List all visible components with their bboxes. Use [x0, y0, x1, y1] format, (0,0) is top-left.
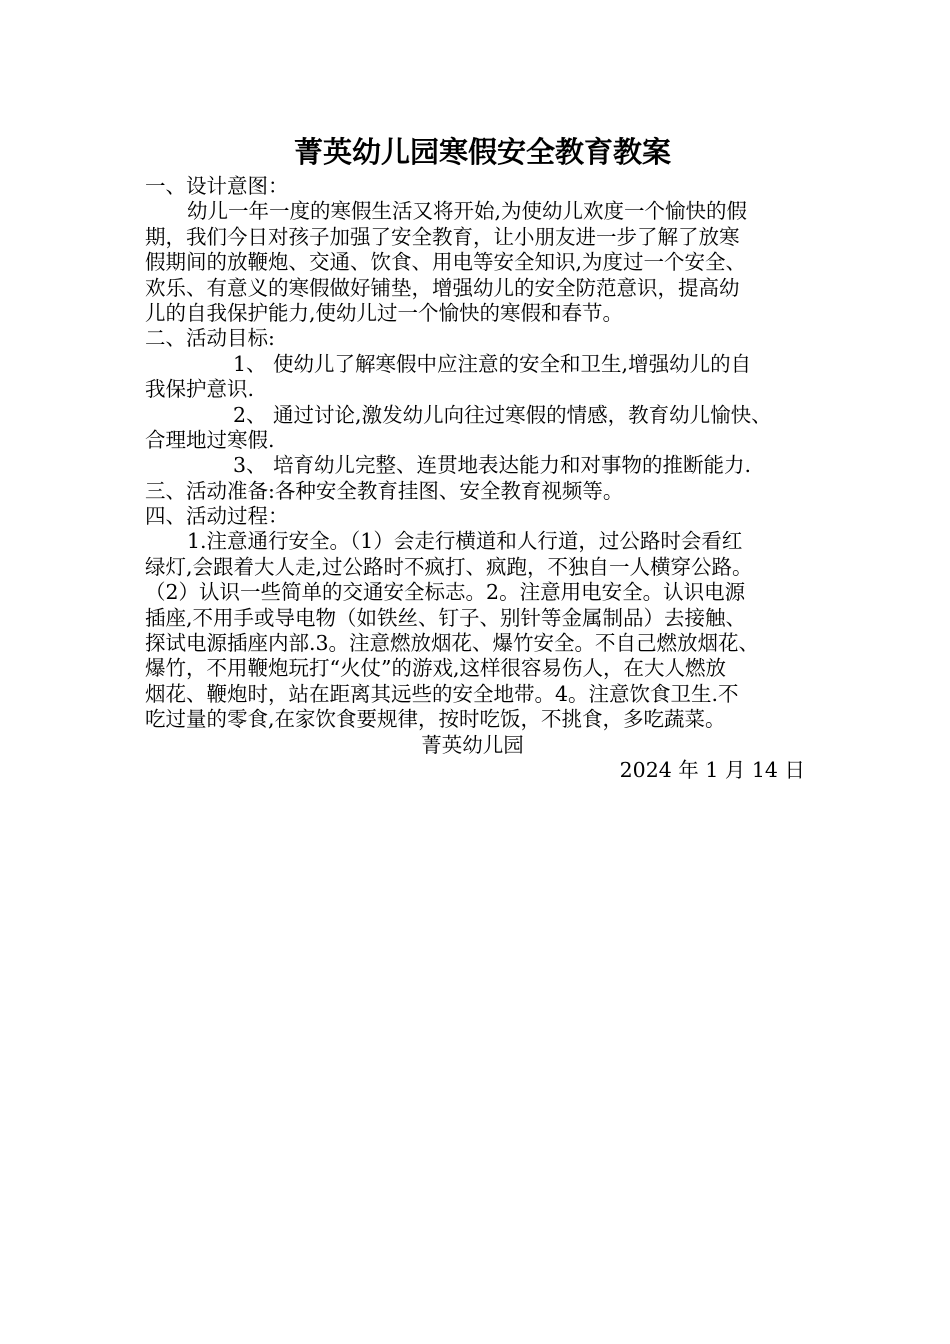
paragraph-line: 绿灯,会跟着大人走,过公路时不疯打、疯跑，不独自一人横穿公路。	[145, 554, 753, 579]
paragraph-line: 烟花、鞭炮时，站在距离其远些的安全地带。4。注意饮食卫生.不	[145, 681, 739, 706]
section-heading-goals: 二、活动目标:	[145, 326, 275, 351]
paragraph-line: （2）认识一些简单的交通安全标志。2。注意用电安全。认识电源	[145, 580, 746, 605]
signature-date: 2024 年 1 月 14 日	[619, 757, 805, 782]
paragraph-line: 探试电源插座内部.3。注意燃放烟花、爆竹安全。不自己燃放烟花、	[145, 631, 760, 656]
section-heading-preparation: 三、活动准备:各种安全教育挂图、安全教育视频等。	[145, 478, 624, 503]
paragraph-line: 期，我们今日对孩子加强了安全教育，让小朋友进一步了解了放寒	[145, 224, 740, 249]
goal-item-1: 1、 使幼儿了解寒假中应注意的安全和卫生,增强幼儿的自	[233, 351, 752, 376]
paragraph-line: 爆竹，不用鞭炮玩打“火仗”的游戏,这样很容易伤人，在大人燃放	[145, 656, 726, 681]
section-heading-process: 四、活动过程：	[145, 504, 289, 529]
section-heading-design-intent: 一、设计意图：	[145, 174, 289, 198]
goal-item-2: 2、 通过讨论,激发幼儿向往过寒假的情感，教育幼儿愉快、	[233, 402, 772, 427]
goal-item-2-continuation: 合理地过寒假.	[145, 427, 275, 452]
document-body	[145, 174, 820, 783]
paragraph-line: 假期间的放鞭炮、交通、饮食、用电等安全知识,为度过一个安全、	[145, 250, 747, 275]
goal-item-1-continuation: 我保护意识.	[145, 377, 255, 402]
paragraph-line: 插座,不用手或导电物（如铁丝、钉子、别针等金属制品）去接触、	[145, 605, 747, 630]
paragraph-line: 欢乐、有意义的寒假做好铺垫，增强幼儿的安全防范意识，提高幼	[145, 275, 740, 300]
paragraph-line: 幼儿一年一度的寒假生活又将开始,为使幼儿欢度一个愉快的假	[187, 199, 748, 224]
document-content	[145, 132, 820, 783]
goal-item-3: 3、 培育幼儿完整、连贯地表达能力和对事物的推断能力.	[233, 453, 752, 478]
document-title: 菁英幼儿园寒假安全教育教案	[293, 135, 671, 169]
paragraph-line: 1.注意通行安全。（1）会走行横道和人行道，过公路时会看红	[187, 529, 743, 554]
paragraph-line: 儿的自我保护能力,使幼儿过一个愉快的寒假和春节。	[145, 300, 624, 325]
paragraph-line: 吃过量的零食,在家饮食要规律，按时吃饭，不挑食，多吃蔬菜。	[145, 707, 726, 732]
signature-organization: 菁英幼儿园	[421, 732, 524, 757]
